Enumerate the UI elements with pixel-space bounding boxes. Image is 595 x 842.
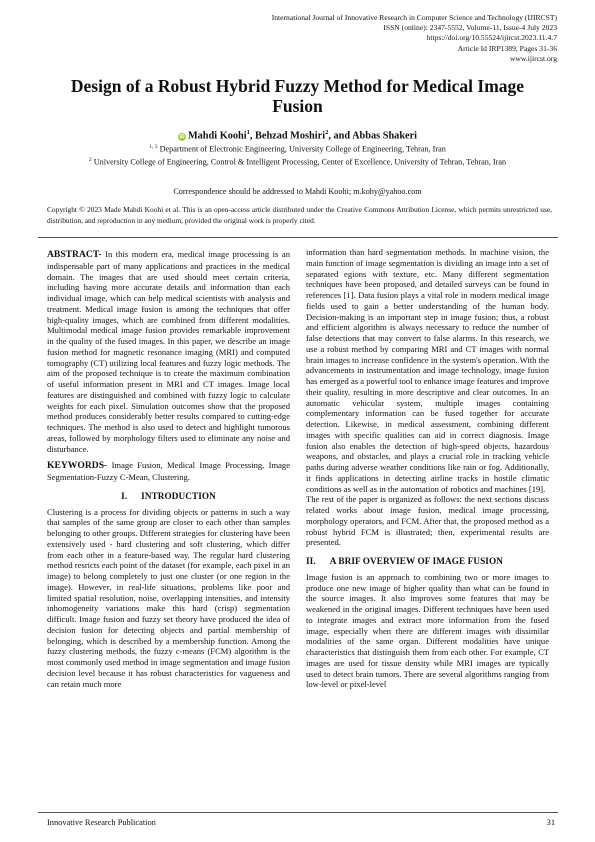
abstract-label: ABSTRACT- [47, 249, 102, 260]
section-2-heading [306, 556, 549, 567]
intro-paragraph-2: The rest of the paper is organized as follows: the next sections discuss related works about image fusion, medical image processing, morphology operators, and FCM. After that, the proposed method as a robust hybrid FCM is illustrated; then, experimental results are presented. [306, 494, 549, 548]
journal-website[interactable]: www.ijircst.org [509, 53, 557, 63]
author-1: Mahdi Koohi [187, 130, 247, 142]
section-1-heading [47, 491, 290, 502]
author-1-affiliation: 1 [246, 129, 250, 136]
intro-paragraph-1-continued: information than hard segmentation methods. In machine vision, the main function of image segmentation is dividing an image into a set of separated egions with texture, etc. Many different segmentation techniques have been proposed, and detailed surveys can be found in references [1]. Data fusion plays a vital role in modern medical image fields used to gain a better understanding of the human body. Decision-making is an important step in image fusion; thus, a robust and efficient algorithm is always necessary to reduce the number of false detections that may convert to false alarms. In this research, we use a robust method by comparing MRI and CT images with normal brain images to increase confidence in the system's operation. With the advancements in instrumentation and image technology, image fusion has emerged as a powerful tool to enhance image features and improve their quality, resulting in more descriptive and clear outcomes. In an automatic vehicular system, multiple images containing complementary information can be fused together for accurate detection. Likewise, in medical assessment, combining different images with specific qualities can aid in correct diagnosis. Image fusion also enables the detection of high-speed objects, hazardous weapons, and obstacles, and plays a crucial role in tracking vehicle paths during adverse weather conditions like rain or fog. Additionally, it finds applications in detecting airline tracks in hostile climatic conditions as well as in the automation of robotics and machines [19]. [306, 247, 549, 494]
correspondence: Correspondence should be addressed to Mahdi Koohi; m.kohy@yahoo.com [173, 187, 422, 196]
footer-divider [38, 812, 558, 813]
author-separator: , and [328, 130, 353, 142]
page-number: 31 [546, 818, 555, 827]
copyright-notice: Copyright © 2023 Made Mahdi Koohi et al. This is an open-access article distributed under the Creative Commons Attribution License, which permits unrestricted use, distribution, and reproduction in any medium, provided the original work is properly cited. [47, 205, 552, 225]
affiliation-1-marker: 1, 3 [149, 144, 158, 150]
section-2-title: A BRIF OVERVIEW OF IMAGE FUSION [329, 556, 503, 566]
affiliation-2-text: University College of Engineering, Control & Intelligent Processing, Center of Excellence, University of Tehran, Tehran, Iran [93, 157, 507, 167]
author-list [45, 126, 550, 142]
keywords [47, 460, 290, 483]
keywords-text: Image Fusion, Medical Image Processing, Image Segmentation-Fuzzy C-Mean, Clustering. [47, 460, 290, 482]
footer-publisher: Innovative Research Publication [47, 818, 156, 827]
abstract [47, 249, 290, 454]
orcid-icon[interactable]: iD [179, 134, 185, 141]
column-left [47, 249, 290, 689]
article-id: Article Id IRP1389, Pages 31-36 [457, 43, 557, 53]
author-separator: , [249, 130, 255, 142]
section-1-number: I. [121, 490, 128, 501]
affiliation-1 [45, 142, 550, 155]
fusion-paragraph-1: Image fusion is an approach to combining two or more images to produce one new image of higher quality than what can be found in the source images. It also improves some features that may be weakened in the original images. Different techniques have been used to integrate images and extract more information from the fused image, especially when there are different images with dissimilar modalities of the same organ. Different modalities have unique characteristics that distinguish them from each other. For example, CT images are used for tissue density while MRI images are typically used to detect brain tumors. There are several algorithms ranging from low-level or pixel-level [306, 571, 549, 690]
affiliations [45, 142, 550, 168]
keywords-label: KEYWORDS- [47, 460, 108, 472]
affiliation-2-marker: 2 [88, 156, 92, 163]
author-2-affiliation: 2 [325, 129, 329, 136]
author-3: Abbas Shakeri [352, 130, 418, 142]
affiliation-1-text: Department of Electronic Engineering, University College of Engineering, Tehran, Iran [159, 144, 446, 154]
header-divider [38, 237, 558, 238]
journal-name: International Journal of Innovative Research in Computer Science and Technology (IJIRCST) [271, 13, 557, 22]
affiliation-2 [45, 155, 550, 168]
author-2: Behzad Moshiri [255, 130, 326, 142]
journal-doi[interactable]: https://doi.org/10.55524/ijircst.2023.11.4.7 [426, 33, 557, 43]
intro-paragraph-1: Clustering is a process for dividing objects or patterns in such a way that samples of the same group are closer to each other than samples belonging to other groups. Different strategies for clustering have been extensively used - hard clustering and soft clustering, which differ from each other in a feature-based way. The regular hard clustering method resricts each point of the dataset (for example, each pixel in an image) to belong completely to just one cluster (or one region in the image). However, in real-life situations, problems like poor and limited spatial resolution, noise, overlapping intensities, and intensity inhomogeneity variations make this hard (crisp) segmentation difficult. Image fusion and fuzzy set theory have produced the idea of decision fusion for detecting objects and partial membership of belonging, which is described by a membership function. Among the fuzzy clustering methods, the fuzzy c-means (FCM) algorithm is the most commonly used method in image segmentation and image fusion decision level because it has robust characteristics for vagueness and can retain much more [47, 506, 290, 689]
section-2-number: II. [306, 556, 316, 566]
column-right [306, 247, 549, 690]
section-1-title: INTRODUCTION [141, 490, 216, 501]
abstract-text: In this modern era, medical image processing is an indispensable part of many applications and practices in the medical domain. The images that are used should meet certain criteria, including having more accurate details and information than each individual image, which can help medical scientists with analysis and treatment. Medical image fusion is among the techniques that offer high-quality images, which are combined from different modalities. Multimodal medical image fusion provides remarkable improvement in the quality of the fused images. In this paper, we describe an image fusion method for magnetic resonance imaging (MRI) and computed tomography (CT) utilizing local features and fuzzy logic methods. The aim of the proposed technique is to create the maximum combination of useful information present in MRI and CT images. Image local features are distinguished and combined with fuzzy logic to calculate weights for each pixel. Simulation outcomes show that the proposed method produces considerably better results compared to cutting-edge techniques. The method is also used to detect and highlight tumorous areas, followed by morphology filters used to eliminate any noise and disturbance. [47, 249, 290, 454]
paper-title: Design of a Robust Hybrid Fuzzy Method for Medical Image Fusion [70, 76, 525, 116]
journal-issn: ISSN (online): 2347-5552, Volume-11, Issue-4 July 2023 [383, 23, 557, 33]
journal-header [137, 13, 557, 64]
